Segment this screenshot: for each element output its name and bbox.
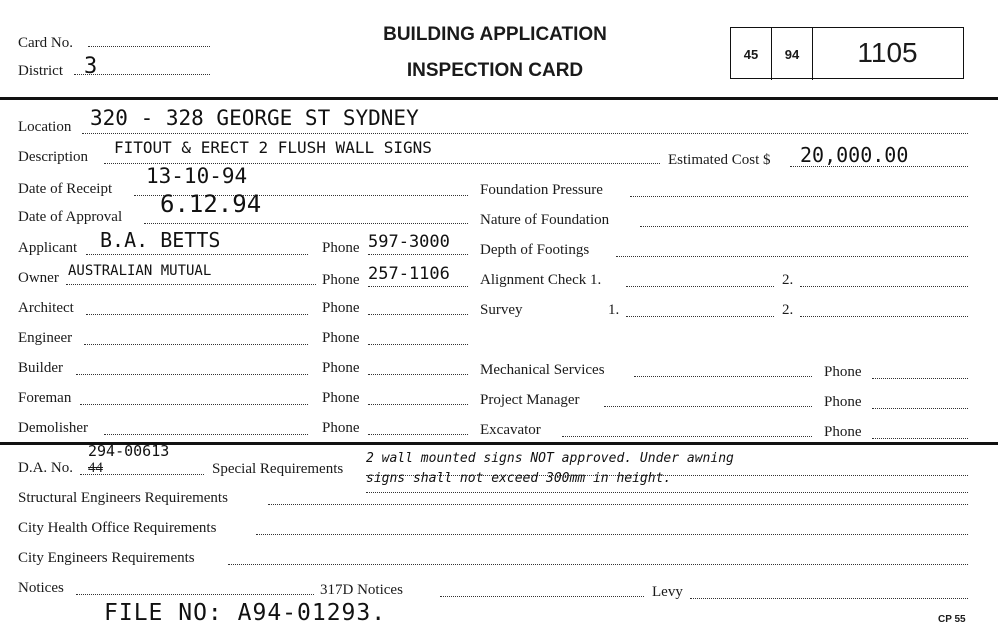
date-of-approval-label: Date of Approval xyxy=(18,209,123,225)
project-manager-line xyxy=(604,406,812,407)
builder-line xyxy=(76,374,308,375)
city-health-label: City Health Office Requirements xyxy=(18,520,217,536)
structural-engineers-label: Structural Engineers Requirements xyxy=(18,490,228,506)
nature-of-foundation-label: Nature of Foundation xyxy=(480,212,610,228)
header-divider xyxy=(0,97,998,100)
date-of-approval-value: 6.12.94 xyxy=(160,190,262,218)
demolisher-phone-line xyxy=(368,434,468,435)
district-label: District xyxy=(18,63,63,79)
card-no-line xyxy=(88,46,210,47)
foreman-phone-line xyxy=(368,404,468,405)
estimated-cost-label: Estimated Cost $ xyxy=(668,152,771,168)
demolisher-phone-label: Phone xyxy=(322,420,360,436)
survey-two-label: 2. xyxy=(782,302,794,318)
alignment-check-line-1 xyxy=(626,286,774,287)
file-number: FILE NO: A94-01293. xyxy=(104,600,387,626)
application-number: 1105 xyxy=(857,37,918,68)
owner-line xyxy=(66,284,316,285)
description-label: Description xyxy=(18,149,88,165)
structural-engineers-line xyxy=(268,504,968,505)
date-of-receipt-value: 13-10-94 xyxy=(146,164,248,188)
demolisher-line xyxy=(104,434,308,435)
levy-label: Levy xyxy=(652,584,683,600)
city-engineers-label: City Engineers Requirements xyxy=(18,550,195,566)
mechanical-services-phone-label: Phone xyxy=(824,364,862,380)
district-value: 3 xyxy=(84,54,98,79)
engineer-label: Engineer xyxy=(18,330,73,346)
excavator-phone-line xyxy=(872,438,968,439)
engineer-phone-line xyxy=(368,344,468,345)
foreman-line xyxy=(80,404,308,405)
description-value: FITOUT & ERECT 2 FLUSH WALL SIGNS xyxy=(114,138,432,157)
estimated-cost-value: 20,000.00 xyxy=(800,143,909,167)
survey-line-2 xyxy=(800,316,968,317)
date-of-approval-line xyxy=(144,223,468,224)
alignment-check-two-label: 2. xyxy=(782,272,794,288)
da-no-struck: 44 xyxy=(88,460,103,476)
applicant-phone-line xyxy=(368,254,468,255)
title-line-1: BUILDING APPLICATION xyxy=(383,24,607,45)
application-number-box xyxy=(730,27,964,79)
owner-value: AUSTRALIAN MUTUAL xyxy=(68,263,212,279)
mechanical-services-line xyxy=(634,376,812,377)
project-manager-phone-label: Phone xyxy=(824,394,862,410)
builder-phone-label: Phone xyxy=(322,360,360,376)
title-line-2: INSPECTION CARD xyxy=(406,60,584,81)
applicant-label: Applicant xyxy=(18,240,78,256)
demolisher-label: Demolisher xyxy=(18,420,88,436)
notices-line xyxy=(76,594,314,595)
foreman-phone-label: Phone xyxy=(322,390,360,406)
engineer-phone-label: Phone xyxy=(322,330,360,346)
location-label: Location xyxy=(18,119,72,135)
notices-317d-label: 317D Notices xyxy=(320,582,403,598)
special-requirements-value-2: signs shall not exceed 300mm in height. xyxy=(366,471,672,486)
nature-of-foundation-line xyxy=(640,226,968,227)
applicant-line xyxy=(86,254,308,255)
builder-phone-line xyxy=(368,374,468,375)
survey-line-1 xyxy=(626,316,774,317)
notices-label: Notices xyxy=(18,580,64,596)
depth-of-footings-line xyxy=(616,256,968,257)
survey-one-label: 1. xyxy=(608,302,620,318)
builder-label: Builder xyxy=(18,360,63,376)
foundation-pressure-line xyxy=(630,196,968,197)
architect-line xyxy=(86,314,308,315)
engineer-line xyxy=(84,344,308,345)
alignment-check-label: Alignment Check 1. xyxy=(480,272,602,288)
excavator-line xyxy=(562,436,812,437)
notices-317d-line xyxy=(440,596,644,597)
applicant-phone-label: Phone xyxy=(322,240,360,256)
alignment-check-line-2 xyxy=(800,286,968,287)
applicant-phone-value: 597-3000 xyxy=(368,232,450,252)
levy-line xyxy=(690,598,968,599)
box-prefix-b: 94 xyxy=(772,28,813,80)
box-prefix-a: 45 xyxy=(731,28,772,80)
project-manager-phone-line xyxy=(872,408,968,409)
owner-label: Owner xyxy=(18,270,59,286)
survey-label: Survey xyxy=(480,302,523,318)
card-no-label: Card No. xyxy=(18,35,73,51)
project-manager-label: Project Manager xyxy=(480,392,580,408)
special-requirements-line-2 xyxy=(366,492,968,493)
da-no-value: 294-00613 xyxy=(88,442,170,460)
special-requirements-label: Special Requirements xyxy=(212,461,344,477)
city-health-line xyxy=(256,534,968,535)
architect-phone-line xyxy=(368,314,468,315)
applicant-value: B.A. BETTS xyxy=(100,228,221,252)
da-no-label: D.A. No. xyxy=(18,460,73,476)
city-engineers-line xyxy=(228,564,968,565)
excavator-phone-label: Phone xyxy=(824,424,862,440)
location-line xyxy=(82,133,968,134)
mechanical-services-phone-line xyxy=(872,378,968,379)
foreman-label: Foreman xyxy=(18,390,72,406)
mechanical-services-label: Mechanical Services xyxy=(480,362,605,378)
architect-phone-label: Phone xyxy=(322,300,360,316)
owner-phone-value: 257-1106 xyxy=(368,264,450,284)
special-requirements-value-1: 2 wall mounted signs NOT approved. Under awning xyxy=(366,451,734,466)
form-code: CP 55 xyxy=(938,614,966,625)
foundation-pressure-label: Foundation Pressure xyxy=(480,182,603,198)
architect-label: Architect xyxy=(18,300,74,316)
date-of-receipt-label: Date of Receipt xyxy=(18,181,113,197)
location-value: 320 - 328 GEORGE ST SYDNEY xyxy=(90,106,419,130)
owner-phone-label: Phone xyxy=(322,272,360,288)
owner-phone-line xyxy=(368,286,468,287)
depth-of-footings-label: Depth of Footings xyxy=(480,242,590,258)
excavator-label: Excavator xyxy=(480,422,541,438)
